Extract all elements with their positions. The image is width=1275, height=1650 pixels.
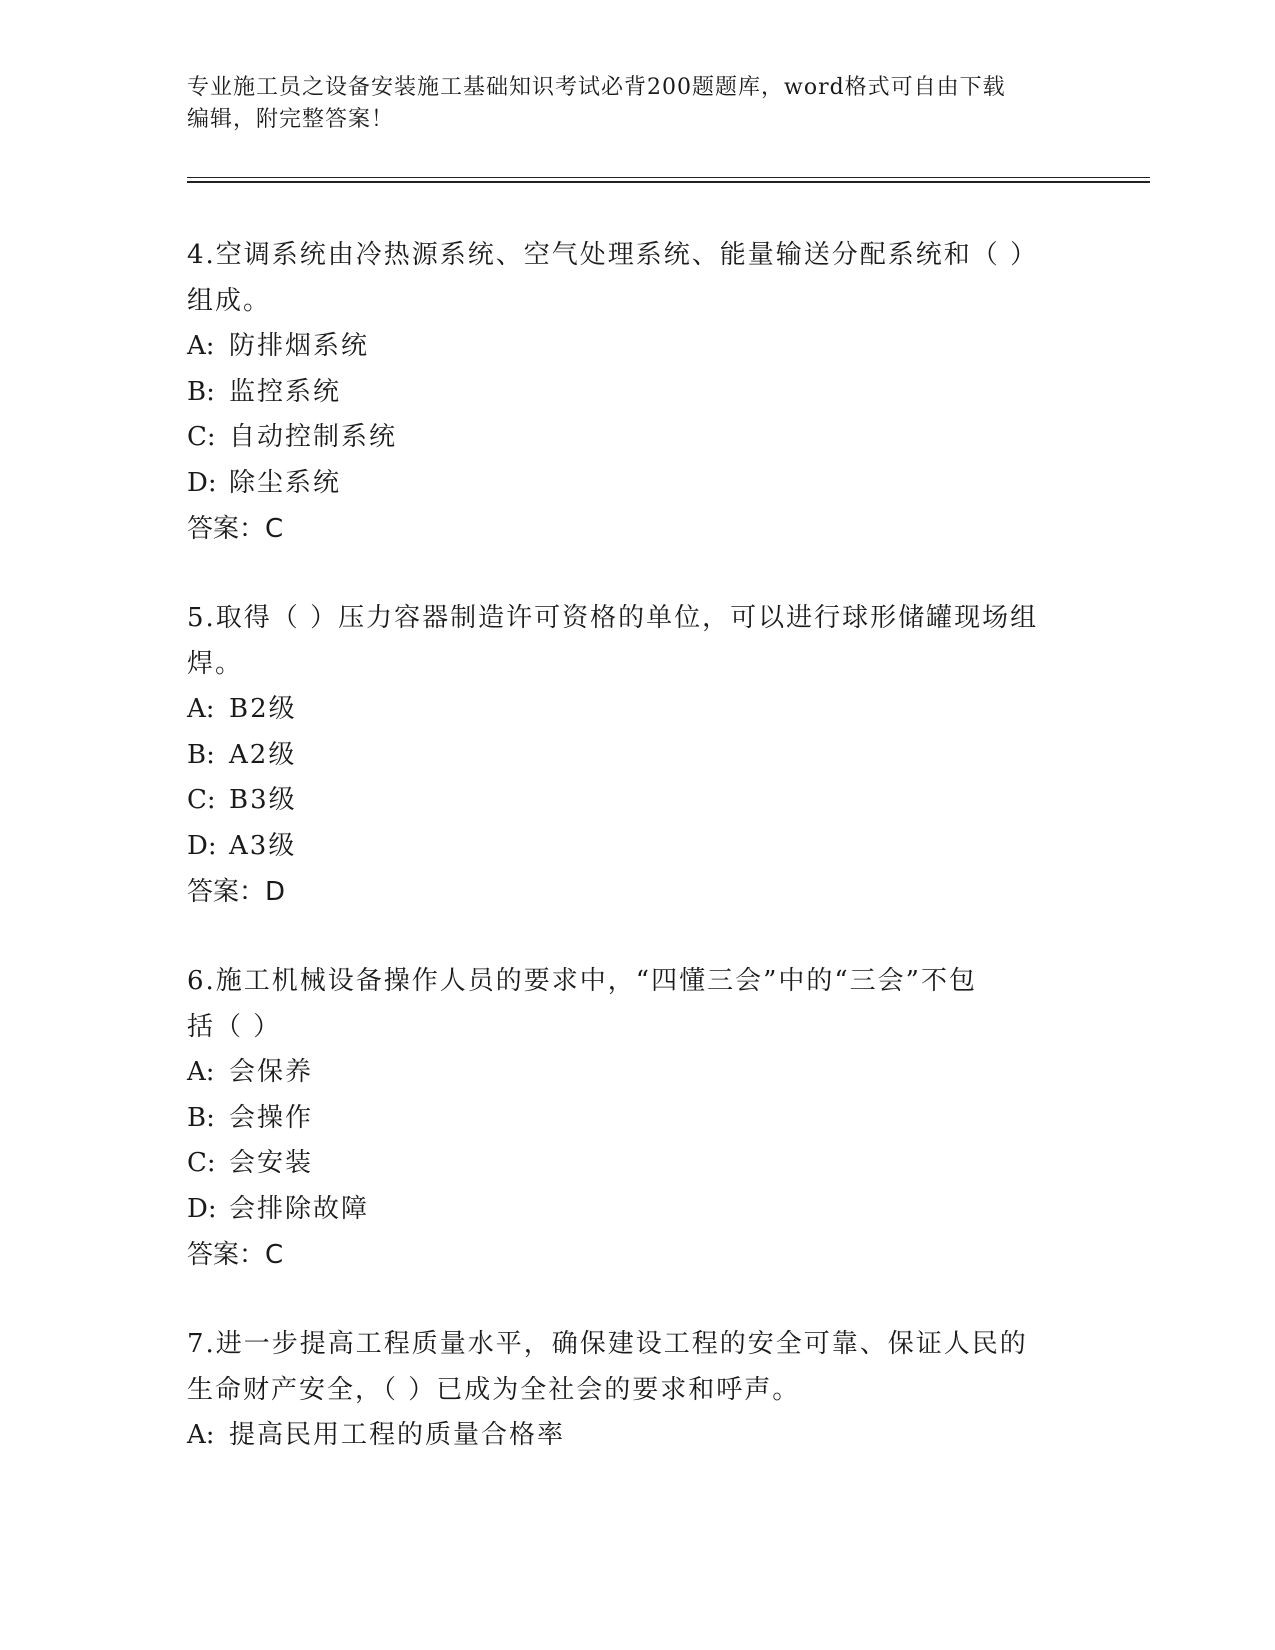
option-text: 提高民用工程的质量合格率	[229, 1420, 566, 1450]
option-b	[187, 733, 1087, 779]
question-stem-line-2: 焊。	[187, 649, 244, 679]
option-b	[187, 370, 1087, 416]
option-text: 会安装	[229, 1148, 314, 1178]
option-text: B3级	[229, 785, 297, 815]
answer-line: 答案：D	[187, 877, 286, 907]
question-6	[187, 958, 1087, 1278]
option-d	[187, 824, 1087, 870]
question-stem	[187, 1321, 1087, 1413]
header-divider-top	[187, 177, 1150, 178]
document-header	[187, 72, 1087, 136]
option-label: B:	[187, 1102, 215, 1133]
answer-line: 答案：C	[187, 1240, 284, 1270]
option-b	[187, 1096, 1087, 1142]
option-text: A3级	[229, 830, 297, 861]
header-line-2: 编辑，附完整答案！	[187, 107, 395, 132]
option-label: C:	[187, 1148, 216, 1178]
option-a	[187, 1050, 1087, 1096]
option-text: 会排除故障	[229, 1193, 370, 1224]
option-text: A2级	[229, 739, 297, 770]
question-4	[187, 232, 1087, 552]
option-label: B:	[187, 376, 215, 407]
answer-line: 答案：C	[187, 514, 284, 544]
option-text: 会保养	[229, 1057, 314, 1087]
option-text: 会操作	[229, 1102, 314, 1133]
question-stem	[187, 232, 1087, 324]
option-c	[187, 1141, 1087, 1187]
option-label: C:	[187, 422, 216, 452]
question-stem-line-1: 7.进一步提高工程质量水平，确保建设工程的安全可靠、保证人民的	[187, 1329, 1028, 1359]
question-stem-line-1: 5.取得（ ）压力容器制造许可资格的单位，可以进行球形储罐现场组	[187, 603, 1039, 633]
option-label: C:	[187, 785, 216, 815]
option-a	[187, 1413, 1087, 1459]
option-label: A:	[187, 331, 215, 361]
question-stem	[187, 595, 1087, 687]
option-label: D:	[187, 1193, 217, 1224]
question-stem-line-2: 组成。	[187, 286, 272, 316]
option-d	[187, 1187, 1087, 1233]
option-label: A:	[187, 1057, 215, 1087]
option-label: A:	[187, 694, 215, 724]
option-a	[187, 324, 1087, 370]
option-label: D:	[187, 830, 217, 861]
option-text: 自动控制系统	[229, 422, 398, 452]
question-stem-line-2: 生命财产安全，（ ）已成为全社会的要求和呼声。	[187, 1375, 801, 1405]
option-c	[187, 778, 1087, 824]
question-5	[187, 595, 1087, 915]
option-label: B:	[187, 739, 215, 770]
header-line-1: 专业施工员之设备安装施工基础知识考试必背200题题库，word格式可自由下载	[187, 75, 1006, 100]
question-stem	[187, 958, 1087, 1050]
question-stem-line-1: 6.施工机械设备操作人员的要求中，“四懂三会”中的“三会”不包	[187, 966, 977, 996]
option-text: 除尘系统	[229, 467, 342, 498]
option-d	[187, 461, 1087, 507]
option-a	[187, 687, 1087, 733]
option-text: B2级	[229, 694, 297, 724]
option-c	[187, 415, 1087, 461]
question-stem-line-2: 括（ ）	[187, 1012, 282, 1042]
option-text: 监控系统	[229, 376, 342, 407]
question-stem-line-1: 4.空调系统由冷热源系统、空气处理系统、能量输送分配系统和（ ）	[187, 240, 1039, 270]
option-label: D:	[187, 467, 217, 498]
option-label: A:	[187, 1420, 215, 1450]
header-divider-bottom	[187, 181, 1150, 183]
option-text: 防排烟系统	[229, 331, 370, 361]
question-7	[187, 1321, 1087, 1459]
